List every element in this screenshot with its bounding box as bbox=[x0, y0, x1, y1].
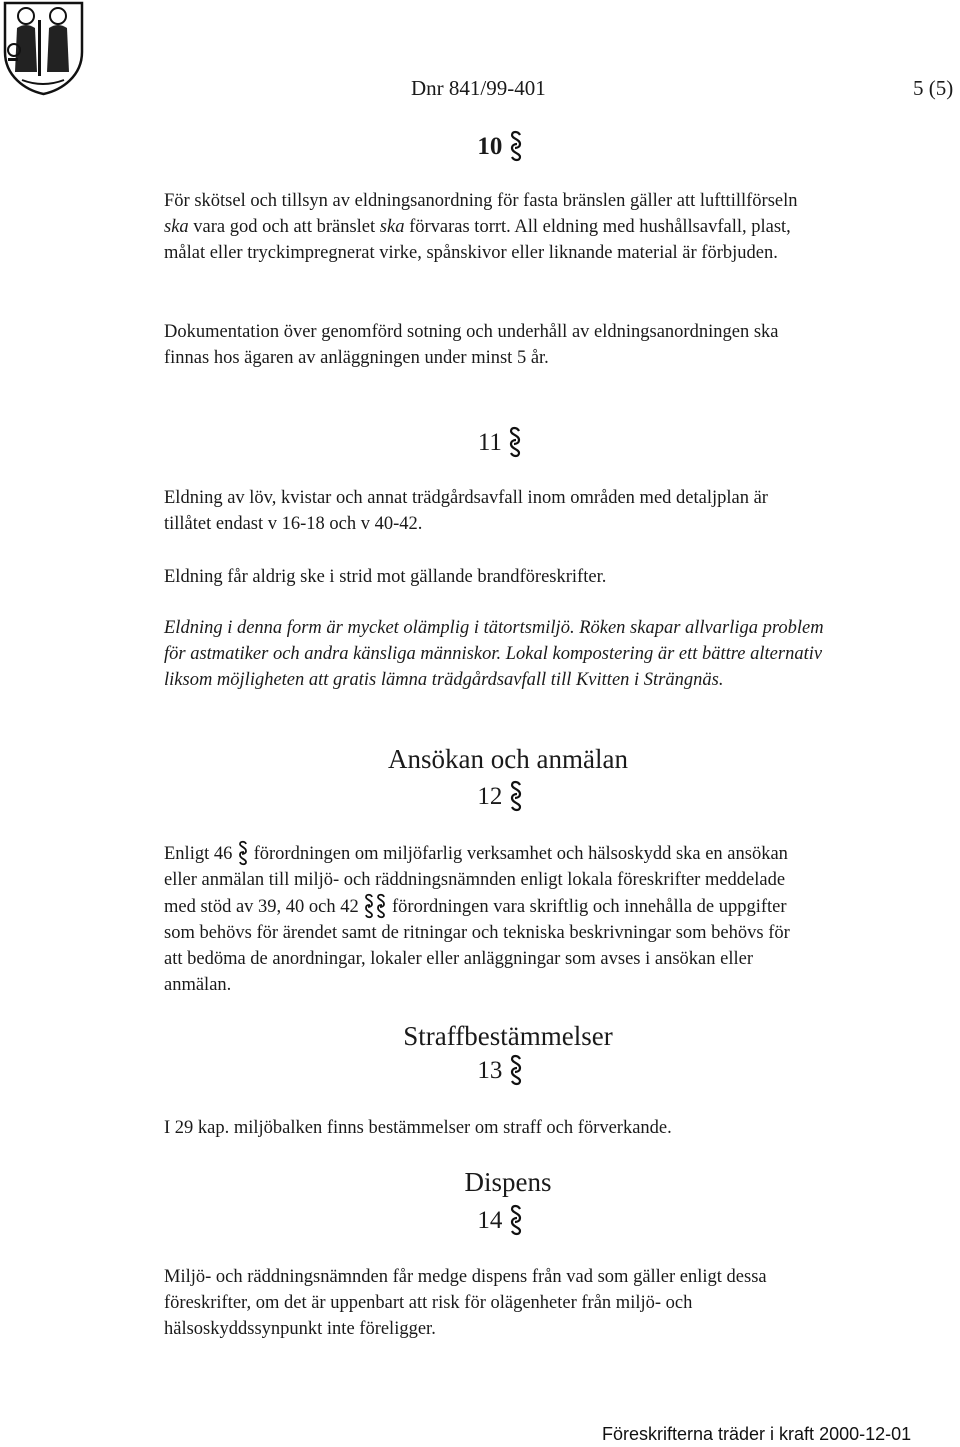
section-10-title bbox=[0, 130, 960, 162]
section-11-title bbox=[0, 426, 960, 458]
section-14-title bbox=[0, 1204, 960, 1236]
footer-effective-date: Föreskrifterna träder i kraft 2000-12-01 bbox=[602, 1424, 912, 1444]
paragraph: I 29 kap. miljöbalken finns bestämmelser om straff och förverkande. bbox=[164, 1118, 672, 1138]
section-number: 11 bbox=[477, 429, 502, 456]
section-number: 14 bbox=[477, 1207, 503, 1234]
section-13-title bbox=[0, 1054, 960, 1086]
paragraph: Miljö- och räddningsnämnden får medge dispens från vad som gäller enligt dessa föreskrifter, om det är uppenbart att risk för olägenheter från miljö- och hälsoskyddssynpunkt inte föreligger. bbox=[164, 1267, 767, 1339]
paragraph: För skötsel och tillsyn av eldningsanordning för fasta bränslen gäller att lufttillförseln ska vara god och att bränslet ska förvaras torrt. All eldning med hushållsavfall, plast, målat eller tryckimpregnerat virke, spånskivor eller liknande material är förbjuden. bbox=[164, 191, 798, 263]
section-number: 10 bbox=[477, 133, 503, 160]
section-sign-icon bbox=[237, 840, 249, 866]
section-sign-icon bbox=[509, 1204, 523, 1236]
heading-ansokan: Ansökan och anmälan bbox=[388, 744, 628, 774]
section-number: 12 bbox=[477, 783, 503, 810]
paragraph-italic-note: Eldning i denna form är mycket olämplig i tätortsmiljö. Röken skapar allvarliga problem för astmatiker och andra känsliga människor. Lokal kompostering är ett bättre alternativ liksom möjligheten att gratis lämna trädgårdsavfall till Kvitten i Strängnäs. bbox=[164, 618, 824, 690]
municipal-crest-logo bbox=[2, 0, 85, 96]
heading-dispens: Dispens bbox=[464, 1167, 552, 1197]
paragraph: Eldning får aldrig ske i strid mot gällande brandföreskrifter. bbox=[164, 567, 607, 587]
section-sign-icon bbox=[375, 893, 387, 919]
section-sign-icon bbox=[509, 130, 523, 162]
page-number: 5 (5) bbox=[913, 76, 954, 100]
section-sign-icon bbox=[509, 780, 523, 812]
section-number: 13 bbox=[477, 1057, 503, 1084]
section-12-title bbox=[0, 780, 960, 812]
heading-straffbestammelser: Straffbestämmelser bbox=[403, 1021, 613, 1051]
section-sign-icon bbox=[509, 1054, 523, 1086]
section-sign-icon bbox=[508, 426, 522, 458]
paragraph: Enligt 46 förordningen om miljöfarlig verksamhet och hälsoskydd ska en ansökan eller anmälan till miljö- och räddningsnämnden enligt lokala föreskrifter meddelade med stöd av 39, 40 och 42 förordningen vara skriftlig och innehålla de uppgifter som behövs för ärendet samt de ritningar och tekniska beskrivningar som behövs för att bedöma de anordningar, lokaler eller anläggningar som avses i ansökan eller anmälan. bbox=[164, 840, 804, 998]
paragraph: Eldning av löv, kvistar och annat trädgårdsavfall inom områden med detaljplan är tillåtet endast v 16-18 och v 40-42. bbox=[164, 488, 768, 534]
section-sign-icon bbox=[363, 893, 375, 919]
paragraph: Dokumentation över genomförd sotning och underhåll av eldningsanordningen ska finnas hos ägaren av anläggningen under minst 5 år. bbox=[164, 322, 779, 368]
document-reference: Dnr 841/99-401 bbox=[411, 76, 546, 100]
